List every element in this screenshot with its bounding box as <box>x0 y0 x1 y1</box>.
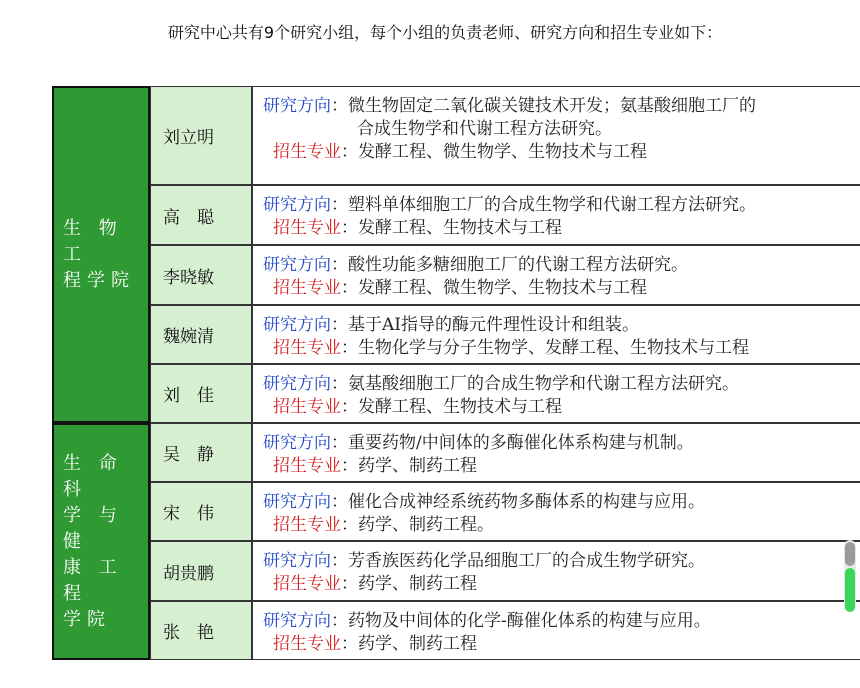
major-text: 药学、制药工程。 <box>358 515 494 535</box>
teacher-cell <box>150 305 252 364</box>
label-colon: ： <box>331 374 348 394</box>
label-colon: ： <box>341 515 358 535</box>
teacher-name: 刘 佳 <box>163 386 214 406</box>
direction-label: 研究方向 <box>263 195 331 215</box>
label-colon: ： <box>341 142 358 162</box>
direction-label: 研究方向 <box>263 492 331 512</box>
label-colon: ： <box>331 96 348 116</box>
college-name-line: 程学院 <box>63 269 135 291</box>
college-cell-bioengineering <box>52 86 150 423</box>
label-colon: ： <box>341 338 358 358</box>
major-label: 招生专业 <box>273 338 341 358</box>
direction-text: 芳香族医药化学品细胞工厂的合成生物学研究。 <box>348 551 705 571</box>
label-colon: ： <box>341 278 358 298</box>
label-colon: ： <box>331 492 348 512</box>
major-text: 发酵工程、微生物学、生物技术与工程 <box>358 278 647 298</box>
research-info-cell <box>252 541 860 601</box>
teacher-cell <box>150 364 252 423</box>
teacher-cell <box>150 601 252 660</box>
label-colon: ： <box>331 315 348 335</box>
college-name-line: 生 命 科 <box>63 452 123 500</box>
label-colon: ： <box>341 397 358 417</box>
teacher-name: 胡贵鹏 <box>163 563 214 584</box>
teacher-cell <box>150 541 252 601</box>
major-label: 招生专业 <box>273 397 341 417</box>
major-text: 发酵工程、微生物学、生物技术与工程 <box>358 142 647 162</box>
direction-label: 研究方向 <box>263 611 331 631</box>
research-info-cell <box>252 86 860 185</box>
research-info-cell <box>252 364 860 423</box>
label-colon: ： <box>341 574 358 594</box>
direction-text: 微生物固定二氧化碳关键技术开发；氨基酸细胞工厂的 <box>348 96 756 116</box>
teacher-name: 刘立明 <box>163 128 214 148</box>
major-label: 招生专业 <box>273 574 341 594</box>
major-text: 药学、制药工程 <box>358 574 477 594</box>
direction-label: 研究方向 <box>263 96 331 116</box>
major-text: 发酵工程、生物技术与工程 <box>358 218 562 238</box>
research-info-cell <box>252 601 860 660</box>
teacher-cell <box>150 245 252 305</box>
label-colon: ： <box>331 551 348 571</box>
major-label: 招生专业 <box>273 515 341 535</box>
college-name-line: 生 物 工 <box>63 217 123 265</box>
direction-text: 重要药物/中间体的多酶催化体系构建与机制。 <box>348 433 694 453</box>
direction-label: 研究方向 <box>263 551 331 571</box>
major-text: 生物化学与分子生物学、发酵工程、生物技术与工程 <box>358 338 749 358</box>
major-text: 药学、制药工程 <box>358 634 477 654</box>
teacher-name: 宋 伟 <box>163 504 214 524</box>
label-colon: ： <box>331 611 348 631</box>
direction-text: 药物及中间体的化学-酶催化体系的构建与应用。 <box>348 611 711 631</box>
label-colon: ： <box>331 255 348 275</box>
college-name-line: 康 工 程 <box>63 556 123 604</box>
label-colon: ： <box>341 634 358 654</box>
major-label: 招生专业 <box>273 278 341 298</box>
scrollbar-thumb-upper[interactable] <box>845 542 855 566</box>
teacher-name: 高 聪 <box>163 207 214 228</box>
major-text: 药学、制药工程 <box>358 456 477 476</box>
label-colon: ： <box>341 456 358 476</box>
major-text: 发酵工程、生物技术与工程 <box>358 397 562 417</box>
teacher-name: 张 艳 <box>163 623 214 643</box>
major-label: 招生专业 <box>273 218 341 238</box>
research-info-cell <box>252 482 860 541</box>
research-info-cell <box>252 423 860 482</box>
label-colon: ： <box>331 433 348 453</box>
teacher-name: 吴 静 <box>163 445 214 465</box>
teacher-cell <box>150 423 252 482</box>
direction-text: 催化合成神经系统药物多酶体系的构建与应用。 <box>348 492 705 512</box>
direction-text-cont: 合成生物学和代谢工程方法研究。 <box>357 119 612 139</box>
direction-text: 酸性功能多糖细胞工厂的代谢工程方法研究。 <box>348 255 688 275</box>
direction-text: 塑料单体细胞工厂的合成生物学和代谢工程方法研究。 <box>348 195 756 215</box>
major-label: 招生专业 <box>273 634 341 654</box>
research-info-cell <box>252 185 860 245</box>
label-colon: ： <box>341 218 358 238</box>
teacher-cell <box>150 185 252 245</box>
teacher-cell <box>150 482 252 541</box>
label-colon: ： <box>331 195 348 215</box>
college-cell-life-science <box>52 423 150 660</box>
teacher-name: 李晓敏 <box>163 267 214 288</box>
research-info-cell <box>252 305 860 364</box>
direction-text: 基于AI指导的酶元件理性设计和组装。 <box>348 315 639 335</box>
direction-text: 氨基酸细胞工厂的合成生物学和代谢工程方法研究。 <box>348 374 739 394</box>
major-label: 招生专业 <box>273 142 341 162</box>
college-name-line: 学院 <box>63 608 111 630</box>
teacher-name: 魏婉清 <box>163 327 214 347</box>
major-label: 招生专业 <box>273 456 341 476</box>
scrollbar-thumb[interactable] <box>845 568 855 612</box>
intro-text: 研究中心共有9个研究小组，每个小组的负责老师、研究方向和招生专业如下： <box>167 23 723 42</box>
research-info-cell <box>252 245 860 305</box>
direction-label: 研究方向 <box>263 433 331 453</box>
college-name-line: 学 与 健 <box>63 504 123 552</box>
teacher-cell <box>150 86 252 185</box>
direction-label: 研究方向 <box>263 315 331 335</box>
direction-label: 研究方向 <box>263 374 331 394</box>
direction-label: 研究方向 <box>263 255 331 275</box>
